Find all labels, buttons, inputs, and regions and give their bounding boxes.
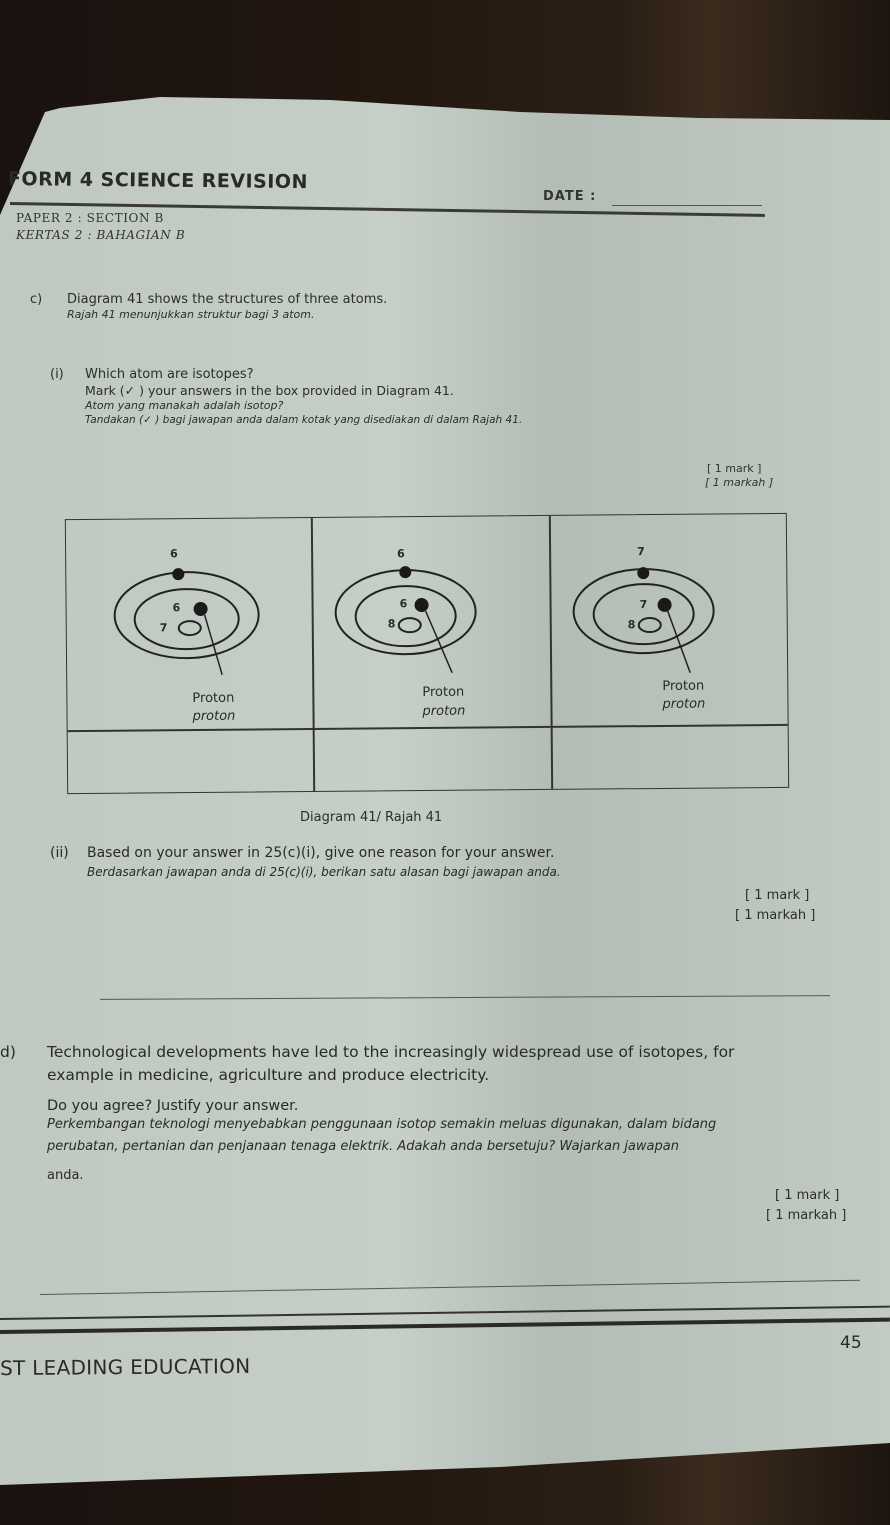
atom-2-protons: 6 <box>399 597 408 611</box>
question-ci-text-en-2: Mark (✓ ) your answers in the box provided in Diagram 41. <box>85 383 454 398</box>
question-ci-label: (i) <box>50 367 64 382</box>
atom-cell-2 <box>313 516 551 728</box>
question-cii-mark-my: [ 1 markah ] <box>735 908 816 923</box>
question-c-text-my: Rajah 41 menunjukkan struktur bagi 3 atom. <box>67 308 315 321</box>
question-ci-text-my-2: Tandakan (✓ ) bagi jawapan anda dalam kotak yang disediakan di dalam Rajah 41. <box>85 414 523 426</box>
question-d-text-my-1: Perkembangan teknologi menyebabkan penggunaan isotop semakin meluas digunakan, dalam bidang <box>47 1117 717 1132</box>
worksheet-title: FORM 4 SCIENCE REVISION <box>7 168 309 194</box>
atom-3-protons: 7 <box>639 598 648 612</box>
question-d-label: d) <box>0 1043 16 1061</box>
atom-2-proton-label-my: proton <box>422 703 466 720</box>
page-number: 45 <box>840 1333 862 1353</box>
date-field[interactable] <box>612 205 762 206</box>
atom-diagram-1 <box>66 518 313 730</box>
question-d-text-en-3: Do you agree? Justify your answer. <box>47 1098 299 1114</box>
question-cii-mark-en: [ 1 mark ] <box>745 888 810 903</box>
kertas-section-label: KERTAS 2 : BAHAGIAN B <box>16 228 186 242</box>
atom-2-checkbox[interactable] <box>315 728 552 790</box>
atom-2-neutrons: 8 <box>387 617 396 631</box>
question-c-text-en: Diagram 41 shows the structures of three atoms. <box>67 292 388 307</box>
atom-1-checkbox[interactable] <box>68 730 314 792</box>
atom-1-protons: 6 <box>172 601 181 615</box>
question-d-mark-en: [ 1 mark ] <box>775 1188 840 1203</box>
question-cii-text-en: Based on your answer in 25(c)(i), give one reason for your answer. <box>87 845 555 861</box>
diagram-caption: Diagram 41/ Rajah 41 <box>300 810 443 825</box>
question-cii-label: (ii) <box>50 845 69 861</box>
atom-cell-3 <box>551 514 788 726</box>
paper-section-label: PAPER 2 : SECTION B <box>16 211 164 225</box>
atom-2-proton-label-en: Proton <box>422 684 465 701</box>
question-d-text-en-2: example in medicine, agriculture and produce electricity. <box>47 1066 490 1084</box>
atom-1-proton-label-en: Proton <box>192 690 235 707</box>
question-ci-text-my-1: Atom yang manakah adalah isotop? <box>85 399 284 412</box>
question-d-text-my-2: perubatan, pertanian dan penjanaan tenaga elektrik. Adakah anda bersetuju? Wajarkan jawapan <box>47 1139 679 1154</box>
atom-3-neutrons: 8 <box>627 618 636 632</box>
question-ci-mark-en: [ 1 mark ] <box>707 462 762 475</box>
question-d-text-my-3: anda. <box>47 1168 84 1183</box>
question-ci-mark-my: [ 1 markah ] <box>705 476 774 489</box>
atom-1-outer-electrons: 6 <box>170 547 178 561</box>
question-ci-text-en-1: Which atom are isotopes? <box>85 367 254 382</box>
question-cii-text-my: Berdasarkan jawapan anda di 25(c)(i), berikan satu alasan bagi jawapan anda. <box>87 865 561 879</box>
atom-3-proton-label-en: Proton <box>662 678 705 694</box>
atom-2-outer-electrons: 6 <box>397 547 405 561</box>
atom-3-checkbox[interactable] <box>553 726 789 788</box>
atom-1-neutrons: 7 <box>159 621 168 635</box>
atom-cell-1 <box>66 518 313 730</box>
atom-3-proton-label-my: proton <box>662 696 706 712</box>
footer-brand: ST LEADING EDUCATION <box>0 1353 251 1381</box>
atom-3-outer-electrons: 7 <box>637 545 645 559</box>
question-c-label: c) <box>30 292 43 307</box>
question-d-mark-my: [ 1 markah ] <box>766 1208 847 1223</box>
atom-1-proton-label-my: proton <box>192 708 236 725</box>
atom-diagram-3 <box>551 514 788 726</box>
date-label: DATE : <box>543 189 597 204</box>
diagram-41-table <box>65 513 789 794</box>
question-d-text-en-1: Technological developments have led to the increasingly widespread use of isotopes, for <box>47 1043 735 1061</box>
